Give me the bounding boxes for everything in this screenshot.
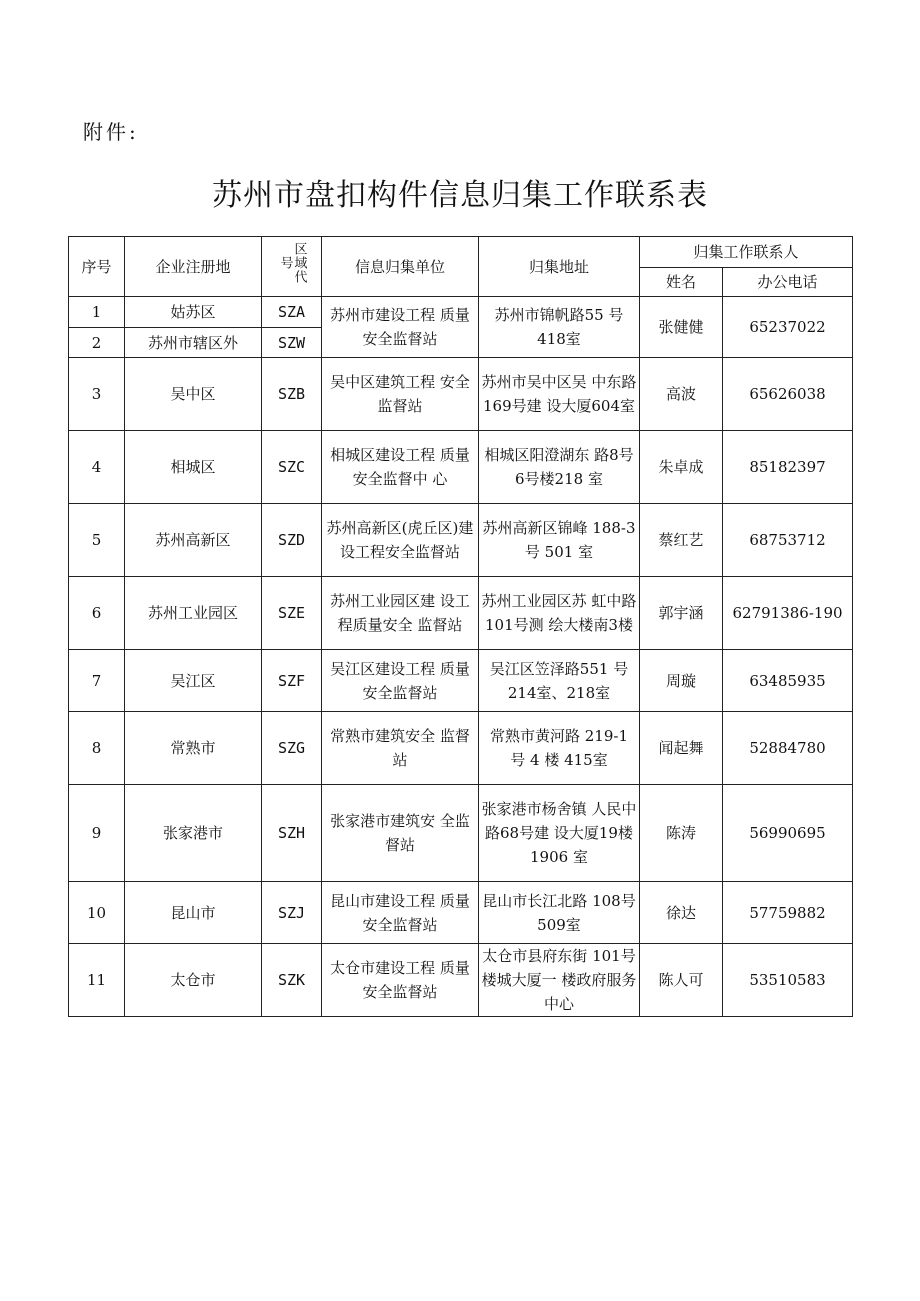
cell-address: 苏州市锦帆路55 号418室 bbox=[479, 297, 640, 358]
header-name: 姓名 bbox=[640, 267, 723, 296]
cell-address: 常熟市黄河路 219-1 号 4 楼 415室 bbox=[479, 712, 640, 785]
cell-code: SZE bbox=[262, 577, 322, 650]
cell-unit: 太仓市建设工程 质量安全监督站 bbox=[322, 944, 479, 1017]
cell-phone: 65626038 bbox=[723, 358, 853, 431]
cell-phone: 52884780 bbox=[723, 712, 853, 785]
cell-seq: 4 bbox=[69, 431, 125, 504]
table-row bbox=[69, 297, 853, 328]
cell-region: 昆山市 bbox=[125, 882, 262, 944]
cell-region: 吴中区 bbox=[125, 358, 262, 431]
cell-name: 陈人可 bbox=[640, 944, 723, 1017]
cell-name: 朱卓成 bbox=[640, 431, 723, 504]
cell-phone: 62791386-190 bbox=[723, 577, 853, 650]
table-row bbox=[69, 882, 853, 944]
cell-code: SZH bbox=[262, 785, 322, 882]
cell-phone: 85182397 bbox=[723, 431, 853, 504]
cell-seq: 10 bbox=[69, 882, 125, 944]
table-row bbox=[69, 650, 853, 712]
cell-region: 苏州高新区 bbox=[125, 504, 262, 577]
table-row bbox=[69, 431, 853, 504]
cell-code: SZA bbox=[262, 297, 322, 328]
cell-seq: 7 bbox=[69, 650, 125, 712]
header-seq: 序号 bbox=[69, 237, 125, 297]
cell-unit: 昆山市建设工程 质量安全监督站 bbox=[322, 882, 479, 944]
cell-unit: 苏州工业园区建 设工程质量安全 监督站 bbox=[322, 577, 479, 650]
attachment-label: 附件: bbox=[83, 120, 139, 144]
cell-phone: 56990695 bbox=[723, 785, 853, 882]
cell-name: 周璇 bbox=[640, 650, 723, 712]
cell-address: 吴江区笠泽路551 号214室、218室 bbox=[479, 650, 640, 712]
header-address: 归集地址 bbox=[479, 237, 640, 297]
cell-code: SZC bbox=[262, 431, 322, 504]
cell-address: 相城区阳澄湖东 路8号6号楼218 室 bbox=[479, 431, 640, 504]
cell-address: 苏州工业园区苏 虹中路101号测 绘大楼南3楼 bbox=[479, 577, 640, 650]
cell-address: 太仓市县府东街 101号楼城大厦一 楼政府服务中心 bbox=[479, 944, 640, 1017]
cell-address: 张家港市杨舍镇 人民中路68号建 设大厦19楼1906 室 bbox=[479, 785, 640, 882]
table-row bbox=[69, 504, 853, 577]
cell-region: 相城区 bbox=[125, 431, 262, 504]
cell-seq: 6 bbox=[69, 577, 125, 650]
cell-region: 太仓市 bbox=[125, 944, 262, 1017]
cell-seq: 3 bbox=[69, 358, 125, 431]
cell-seq: 2 bbox=[69, 328, 125, 358]
cell-phone: 63485935 bbox=[723, 650, 853, 712]
cell-region: 张家港市 bbox=[125, 785, 262, 882]
page-title: 苏州市盘扣构件信息归集工作联系表 bbox=[212, 178, 708, 213]
table-row bbox=[69, 785, 853, 882]
table-row bbox=[69, 944, 853, 1017]
cell-address: 苏州高新区锦峰 188-3 号 501 室 bbox=[479, 504, 640, 577]
cell-code: SZF bbox=[262, 650, 322, 712]
cell-unit: 苏州高新区(虎丘区)建设工程安全监督站 bbox=[322, 504, 479, 577]
cell-unit: 张家港市建筑安 全监督站 bbox=[322, 785, 479, 882]
cell-region: 姑苏区 bbox=[125, 297, 262, 328]
cell-seq: 1 bbox=[69, 297, 125, 328]
cell-name: 闻起舞 bbox=[640, 712, 723, 785]
cell-unit: 吴中区建筑工程 安全监督站 bbox=[322, 358, 479, 431]
header-code bbox=[262, 237, 322, 297]
cell-code: SZB bbox=[262, 358, 322, 431]
cell-name: 高波 bbox=[640, 358, 723, 431]
cell-phone: 68753712 bbox=[723, 504, 853, 577]
cell-name: 郭宇涵 bbox=[640, 577, 723, 650]
cell-code: SZW bbox=[262, 328, 322, 358]
cell-seq: 8 bbox=[69, 712, 125, 785]
header-code-label: 区域代号 bbox=[277, 242, 307, 284]
cell-address: 苏州市吴中区吴 中东路169号建 设大厦604室 bbox=[479, 358, 640, 431]
cell-unit: 苏州市建设工程 质量安全监督站 bbox=[322, 297, 479, 358]
cell-seq: 5 bbox=[69, 504, 125, 577]
cell-unit: 吴江区建设工程 质量安全监督站 bbox=[322, 650, 479, 712]
table-row bbox=[69, 577, 853, 650]
cell-region: 苏州市辖区外 bbox=[125, 328, 262, 358]
cell-region: 常熟市 bbox=[125, 712, 262, 785]
cell-region: 苏州工业园区 bbox=[125, 577, 262, 650]
header-phone: 办公电话 bbox=[723, 267, 853, 296]
cell-unit: 相城区建设工程 质量安全监督中 心 bbox=[322, 431, 479, 504]
cell-code: SZG bbox=[262, 712, 322, 785]
cell-seq: 11 bbox=[69, 944, 125, 1017]
cell-address: 昆山市长江北路 108号509室 bbox=[479, 882, 640, 944]
contact-table bbox=[68, 236, 853, 1017]
cell-seq: 9 bbox=[69, 785, 125, 882]
cell-code: SZD bbox=[262, 504, 322, 577]
header-contact-group: 归集工作联系人 bbox=[640, 237, 853, 268]
header-unit: 信息归集单位 bbox=[322, 237, 479, 297]
header-region: 企业注册地 bbox=[125, 237, 262, 297]
cell-unit: 常熟市建筑安全 监督站 bbox=[322, 712, 479, 785]
cell-code: SZK bbox=[262, 944, 322, 1017]
cell-name: 陈涛 bbox=[640, 785, 723, 882]
cell-name: 蔡红艺 bbox=[640, 504, 723, 577]
cell-phone: 57759882 bbox=[723, 882, 853, 944]
cell-phone: 65237022 bbox=[723, 297, 853, 358]
cell-region: 吴江区 bbox=[125, 650, 262, 712]
cell-name: 张健健 bbox=[640, 297, 723, 358]
table-row bbox=[69, 712, 853, 785]
table-row bbox=[69, 358, 853, 431]
cell-phone: 53510583 bbox=[723, 944, 853, 1017]
cell-name: 徐达 bbox=[640, 882, 723, 944]
cell-code: SZJ bbox=[262, 882, 322, 944]
